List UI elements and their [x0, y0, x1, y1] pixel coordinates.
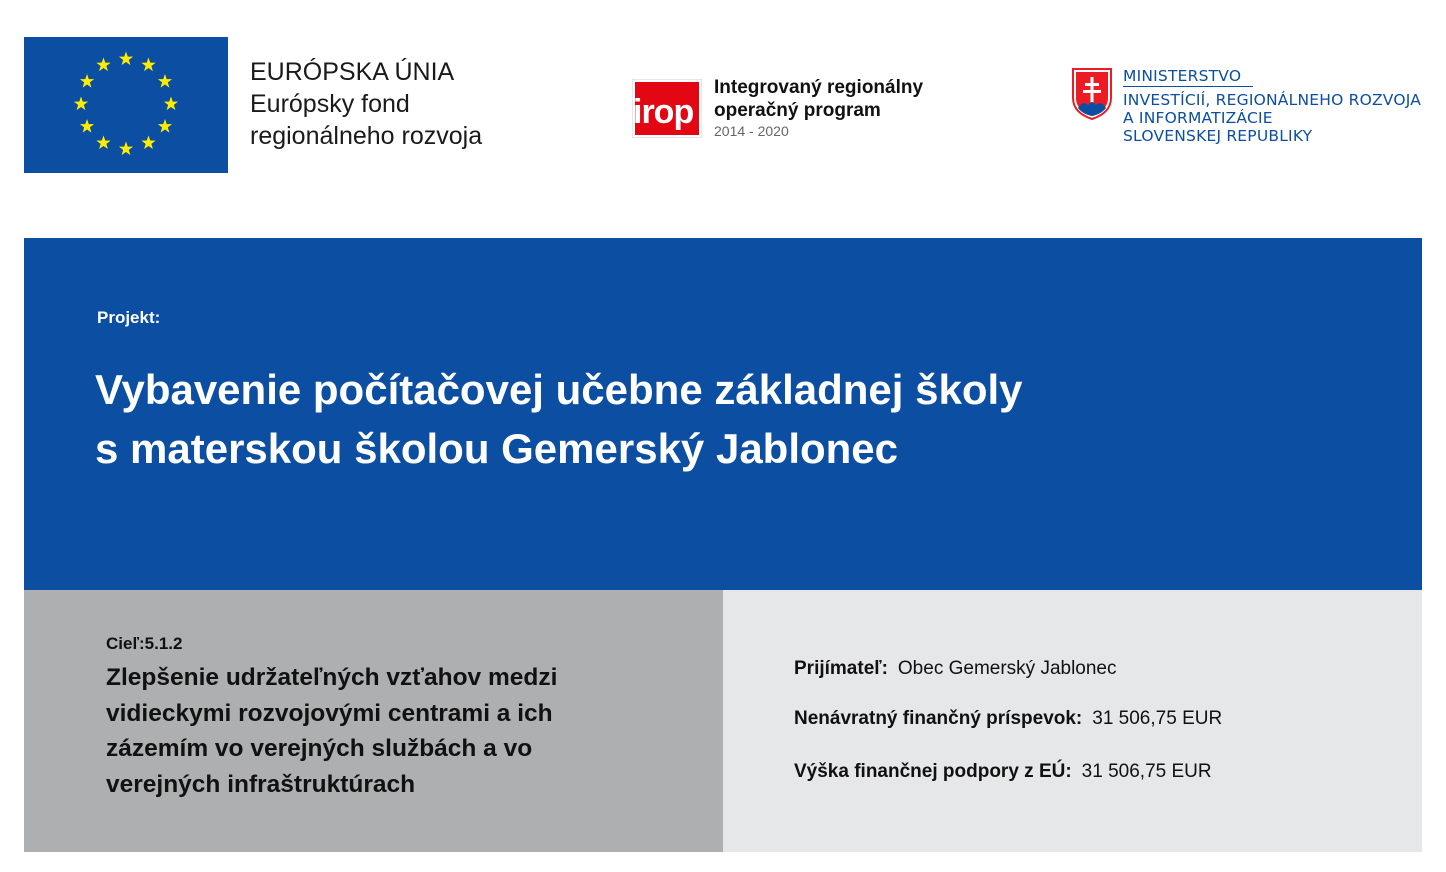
- ministry-line: INVESTÍCIÍ, REGIONÁLNEHO ROZVOJA: [1123, 91, 1422, 109]
- project-title: [95, 360, 1295, 478]
- ministry-line: SLOVENSKEJ REPUBLIKY: [1123, 127, 1313, 145]
- eu-support-label: Výška finančnej podpory z EÚ:: [794, 761, 1072, 782]
- funding-info-panel: [723, 590, 1422, 852]
- ministry-title: MINISTERSTVO: [1123, 67, 1242, 85]
- eu-title: EURÓPSKA ÚNIA: [250, 58, 455, 86]
- irop-line: operačný program: [714, 100, 881, 121]
- grant-row: [794, 708, 1222, 730]
- goal-line: zázemím vo verejných službách a vo: [106, 735, 533, 762]
- irop-logo-text: irop: [633, 93, 694, 131]
- eu-support-row: [794, 761, 1212, 783]
- eu-fund-line: regionálneho rozvoja: [250, 122, 483, 150]
- eu-fund-text: [250, 56, 580, 152]
- ministry-line: A INFORMATIZÁCIE: [1123, 109, 1273, 127]
- goal-panel: [24, 590, 723, 852]
- eu-fund-line: Európsky fond: [250, 90, 410, 118]
- goal-label: Cieľ:5.1.2: [106, 634, 183, 653]
- slovak-coat-of-arms-icon: [1072, 68, 1112, 120]
- goal-line: verejných infraštruktúrach: [106, 770, 416, 798]
- recipient-value: Obec Gemerský Jablonec: [897, 658, 1117, 679]
- project-banner: [24, 238, 1422, 590]
- irop-logo-icon: [632, 79, 702, 138]
- ministry-divider: [1123, 86, 1253, 87]
- eu-flag-icon: [24, 37, 228, 173]
- irop-line: Integrovaný regionálny: [714, 77, 924, 98]
- project-label: Projekt:: [97, 308, 161, 327]
- project-title-line: Vybavenie počítačovej učebne základnej školy: [95, 366, 1023, 413]
- irop-text: [714, 76, 974, 140]
- irop-years: 2014 - 2020: [714, 123, 789, 139]
- goal-text: [106, 660, 706, 802]
- recipient-label: Prijímateľ:: [794, 658, 888, 679]
- goal-line: Zlepšenie udržateľných vzťahov medzi: [106, 664, 558, 691]
- grant-value: 31 506,75 EUR: [1092, 708, 1223, 729]
- project-title-line: s materskou školou Gemerský Jablonec: [95, 425, 899, 472]
- eu-support-value: 31 506,75 EUR: [1081, 761, 1212, 782]
- goal-line: vidieckymi rozvojovými centrami a ich: [106, 699, 553, 727]
- recipient-row: [794, 658, 1117, 680]
- ministry-text: [1123, 67, 1433, 145]
- grant-label: Nenávratný finančný príspevok:: [794, 708, 1083, 729]
